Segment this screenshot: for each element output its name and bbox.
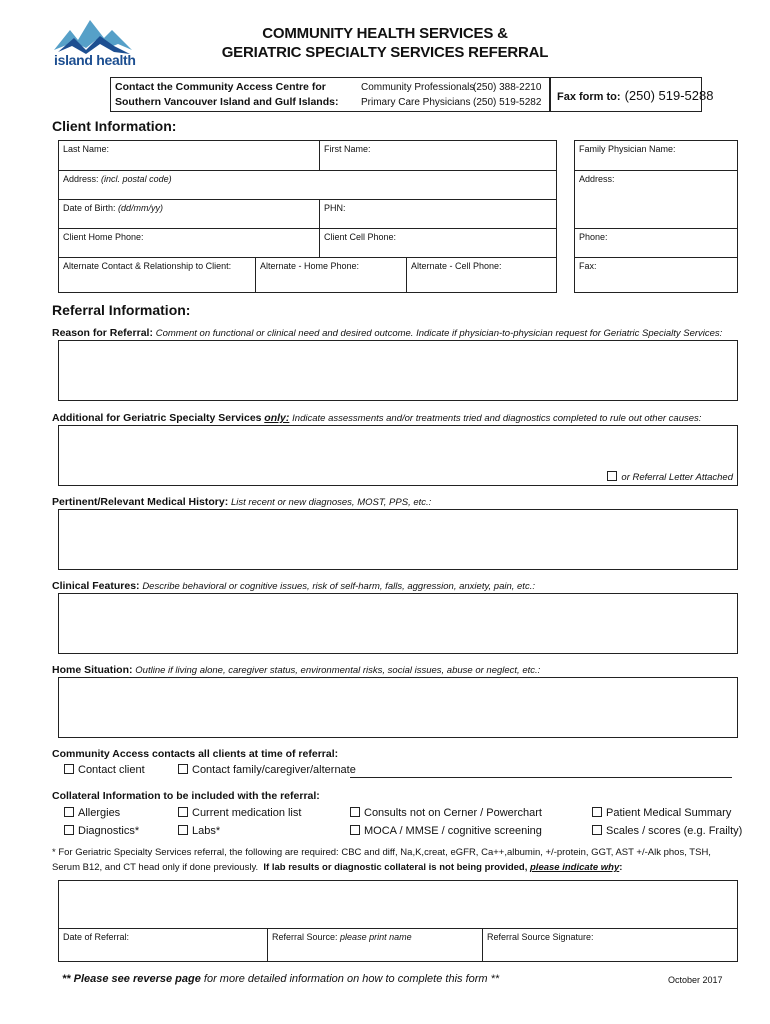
letter-attached-checkbox[interactable] (607, 471, 617, 481)
allergies-option[interactable]: Allergies (64, 807, 120, 819)
contact-line1: Contact the Community Access Centre for (115, 81, 326, 93)
labs-checkbox[interactable] (178, 825, 188, 835)
contact-box (110, 77, 550, 112)
contact-family-option[interactable]: Contact family/caregiver/alternate (178, 764, 356, 776)
consults-checkbox[interactable] (350, 807, 360, 817)
alt-home-phone-field[interactable]: Alternate - Home Phone: (255, 257, 407, 293)
reason-label: Reason for Referral: Comment on functional or clinical need and desired outcome. Indicate if physician-to-physician request for Geriatric Specialty Services: (52, 327, 723, 339)
patient-summary-option[interactable]: Patient Medical Summary (592, 807, 731, 819)
physician-address-field[interactable]: Address: (574, 170, 738, 229)
diagnostics-checkbox[interactable] (64, 825, 74, 835)
cell-phone-field[interactable]: Client Cell Phone: (319, 228, 557, 258)
home-phone-field[interactable]: Client Home Phone: (58, 228, 320, 258)
primary-care-label: Primary Care Physicians (361, 97, 471, 108)
home-situation-label: Home Situation: Outline if living alone, caregiver status, environmental risks, social issues, abuse or neglect, etc.: (52, 664, 541, 676)
last-name-field[interactable]: Last Name: (58, 140, 320, 171)
labs-option[interactable]: Labs* (178, 825, 220, 837)
scales-checkbox[interactable] (592, 825, 602, 835)
fax-box (550, 77, 714, 112)
moca-checkbox[interactable] (350, 825, 360, 835)
moca-option[interactable]: MOCA / MMSE / cognitive screening (350, 825, 542, 837)
current-meds-checkbox[interactable] (178, 807, 188, 817)
referral-source-field[interactable]: Referral Source: please print name (267, 928, 483, 962)
history-label: Pertinent/Relevant Medical History: List recent or new diagnoses, MOST, PPS, etc.: (52, 496, 432, 508)
additional-textbox[interactable] (58, 425, 738, 486)
primary-care-phone: (250) 519-5282 (473, 97, 542, 108)
letter-attached-option[interactable]: or Referral Letter Attached (607, 470, 733, 485)
address-field[interactable]: Address: (incl. postal code) (58, 170, 557, 200)
contact-family-line[interactable] (350, 777, 732, 778)
date-of-referral-field[interactable]: Date of Referral: (58, 928, 268, 962)
alt-contact-field[interactable]: Alternate Contact & Relationship to Client: (58, 257, 256, 293)
consults-option[interactable]: Consults not on Cerner / Powerchart (350, 807, 542, 819)
clinical-textbox[interactable] (58, 593, 738, 654)
form-date: October 2017 (668, 975, 723, 985)
community-professionals-phone: (250) 388-2210 (473, 82, 542, 93)
dob-field[interactable]: Date of Birth: (dd/mm/yy) (58, 199, 320, 229)
clinical-label: Clinical Features: Describe behavioral or cognitive issues, risk of self-harm, falls, aggression, anxiety, pain, etc.: (52, 580, 535, 592)
fax-number: (250) 519-5288 (624, 88, 714, 103)
history-textbox[interactable] (58, 509, 738, 570)
family-physician-field[interactable]: Family Physician Name: (574, 140, 738, 171)
collateral-textbox[interactable] (58, 880, 738, 929)
referral-info-heading: Referral Information: (52, 302, 191, 318)
logo-text: island health (54, 52, 136, 68)
physician-fax-field[interactable]: Fax: (574, 257, 738, 293)
fax-label: Fax form to: (557, 91, 621, 103)
phn-field[interactable]: PHN: (319, 199, 557, 229)
current-meds-option[interactable]: Current medication list (178, 807, 301, 819)
contact-family-checkbox[interactable] (178, 764, 188, 774)
client-info-heading: Client Information: (52, 118, 177, 134)
collateral-heading: Collateral Information to be included with the referral: (52, 790, 320, 802)
reverse-page-note: ** Please see reverse page for more detailed information on how to complete this form ** (62, 973, 500, 985)
allergies-checkbox[interactable] (64, 807, 74, 817)
contact-line2: Southern Vancouver Island and Gulf Islands: (115, 96, 339, 108)
form-title: COMMUNITY HEALTH SERVICES & GERIATRIC SPECIALTY SERVICES REFERRAL (221, 25, 549, 61)
diagnostics-option[interactable]: Diagnostics* (64, 825, 139, 837)
signature-field[interactable]: Referral Source Signature: (482, 928, 738, 962)
contact-client-option[interactable]: Contact client (64, 764, 145, 776)
contact-client-checkbox[interactable] (64, 764, 74, 774)
scales-option[interactable]: Scales / scores (e.g. Frailty) (592, 825, 742, 837)
patient-summary-checkbox[interactable] (592, 807, 602, 817)
physician-phone-field[interactable]: Phone: (574, 228, 738, 258)
additional-label: Additional for Geriatric Specialty Services only: Indicate assessments and/or treatments tried and diagnostics completed to rule out other causes: (52, 412, 702, 424)
required-labs-note: * For Geriatric Specialty Services referral, the following are required: CBC and diff, Na,K,creat, eGFR, Ca++,albumin, +/-protein, GGT, AST +/-Alk phos, TSH, Serum B12, and CT head only if done previously. If lab results or diagnostic collateral is not being provided, please indicate why: (52, 847, 711, 873)
home-situation-textbox[interactable] (58, 677, 738, 738)
first-name-field[interactable]: First Name: (319, 140, 557, 171)
community-professionals-label: Community Professionals (361, 82, 475, 93)
reason-textbox[interactable] (58, 340, 738, 401)
alt-cell-phone-field[interactable]: Alternate - Cell Phone: (406, 257, 557, 293)
access-heading: Community Access contacts all clients at time of referral: (52, 748, 339, 760)
